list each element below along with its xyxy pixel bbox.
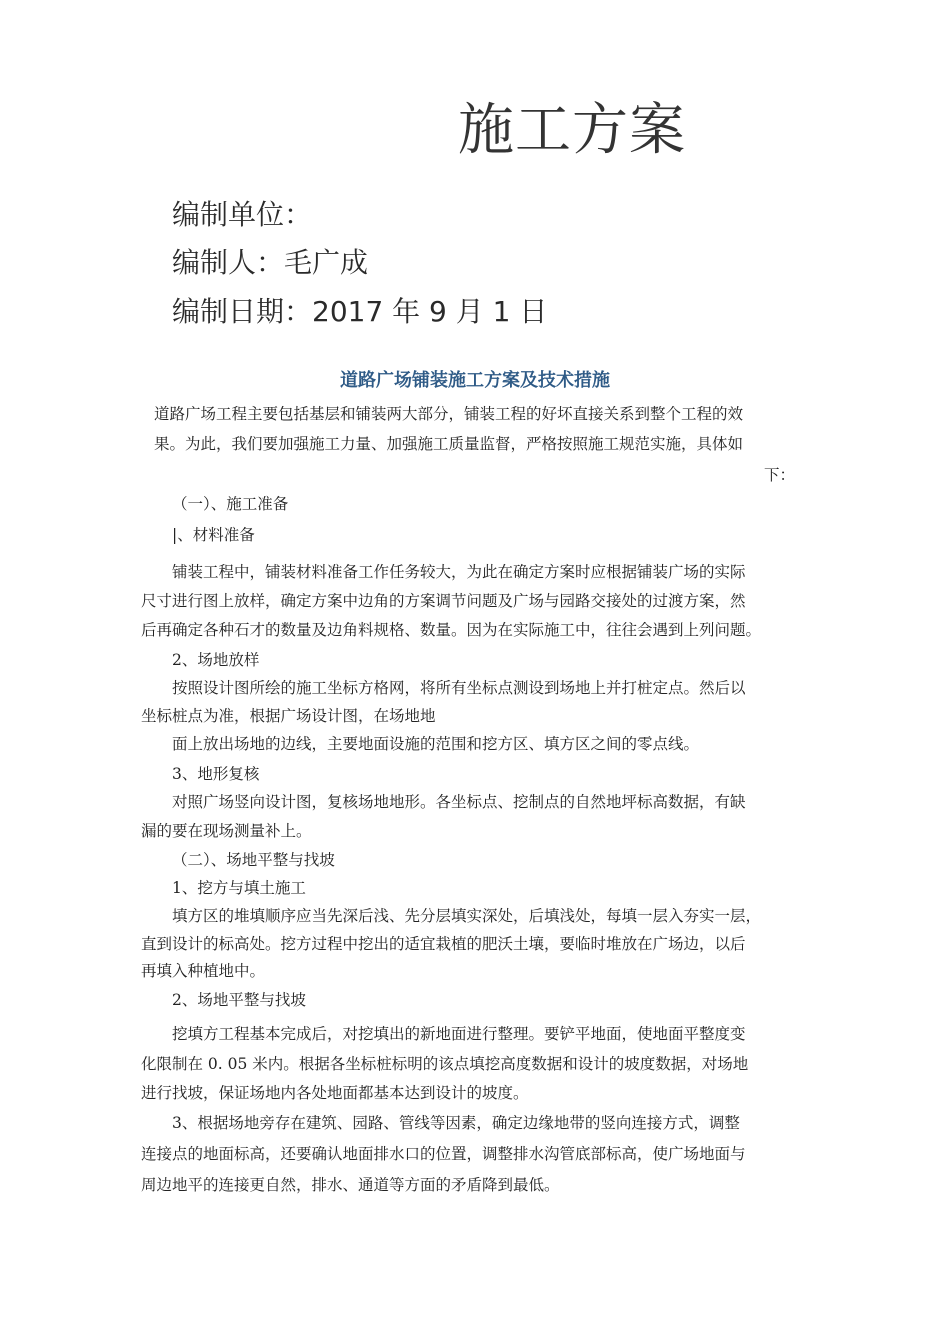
compiling-unit-label: 编制单位： xyxy=(172,198,313,231)
paragraph-line: 按照设计图所绘的施工坐标方格网，将所有坐标点测设到场地上并打桩定点。然后以 xyxy=(172,679,746,697)
paragraph-line: 面上放出场地的边线，主要地面设施的范围和挖方区、填方区之间的零点线。 xyxy=(172,735,700,753)
section-title-preparation: （一）、施工准备 xyxy=(172,495,289,513)
compiler-line: 编制人：毛广成 xyxy=(172,246,369,279)
paragraph-line: 直到设计的标高处。挖方过程中挖出的适宜栽植的肥沃土壤，要临时堆放在广场边，以后 xyxy=(141,935,746,953)
paragraph-line: 化限制在 0. 05 米内。根据各坐标桩标明的该点填挖高度数据和设计的坡度数据，对场地 xyxy=(141,1055,749,1073)
subsection-title-site-layout: 2、场地放样 xyxy=(172,651,260,669)
paragraph-line: 再填入种植地中。 xyxy=(141,962,266,980)
subsection-title-terrain-check: 3、地形复核 xyxy=(172,765,260,783)
compile-date-line: 编制日期：2017 年 9 月 1 日 xyxy=(172,295,548,328)
subsection-title-cut-fill: 1、挖方与填土施工 xyxy=(172,879,306,897)
intro-line: 道路广场工程主要包括基层和铺装两大部分，铺装工程的好坏直接关系到整个工程的效 xyxy=(154,405,744,423)
paragraph-line: 连接点的地面标高，还要确认地面排水口的位置，调整排水沟管底部标高，使广场地面与 xyxy=(141,1145,746,1163)
document-heading: 道路广场铺装施工方案及技术措施 xyxy=(340,370,610,391)
paragraph-line: 3、根据场地旁存在建筑、园路、管线等因素，确定边缘地带的竖向连接方式，调整 xyxy=(172,1114,740,1132)
paragraph-line: 坐标桩点为准，根据广场设计图，在场地地 xyxy=(141,707,436,725)
paragraph-line: 填方区的堆填顺序应当先深后浅、先分层填实深处，后填浅处，每填一层入夯实一层， xyxy=(172,907,762,925)
subsection-title-grading: 2、场地平整与找坡 xyxy=(172,991,306,1009)
paragraph-line: 挖填方工程基本完成后，对挖填出的新地面进行整理。要铲平地面，使地面平整度变 xyxy=(172,1025,746,1043)
intro-line: 果。为此，我们要加强施工力量、加强施工质量监督，严格按照施工规范实施，具体如 xyxy=(154,435,744,453)
paragraph-line: 漏的要在现场测量补上。 xyxy=(141,822,312,840)
paragraph-line: 对照广场竖向设计图，复核场地地形。各坐标点、挖制点的自然地坪标高数据，有缺 xyxy=(172,793,746,811)
paragraph-line: 尺寸进行图上放样，确定方案中边角的方案调节问题及广场与园路交接处的过渡方案，然 xyxy=(141,592,746,610)
subsection-title-materials: |、材料准备 xyxy=(172,526,255,544)
cover-title: 施工方案 xyxy=(458,98,686,163)
intro-line: 下： xyxy=(764,466,796,484)
paragraph-line: 铺装工程中，铺装材料准备工作任务较大，为此在确定方案时应根据铺装广场的实际 xyxy=(172,563,746,581)
paragraph-line: 后再确定各种石才的数量及边角料规格、数量。因为在实际施工中，往往会遇到上列问题。 xyxy=(141,621,762,639)
paragraph-line: 进行找坡，保证场地内各处地面都基本达到设计的坡度。 xyxy=(141,1084,529,1102)
paragraph-line: 周边地平的连接更自然，排水、通道等方面的矛盾降到最低。 xyxy=(141,1176,560,1194)
section-title-leveling: （二）、场地平整与找坡 xyxy=(172,851,335,869)
